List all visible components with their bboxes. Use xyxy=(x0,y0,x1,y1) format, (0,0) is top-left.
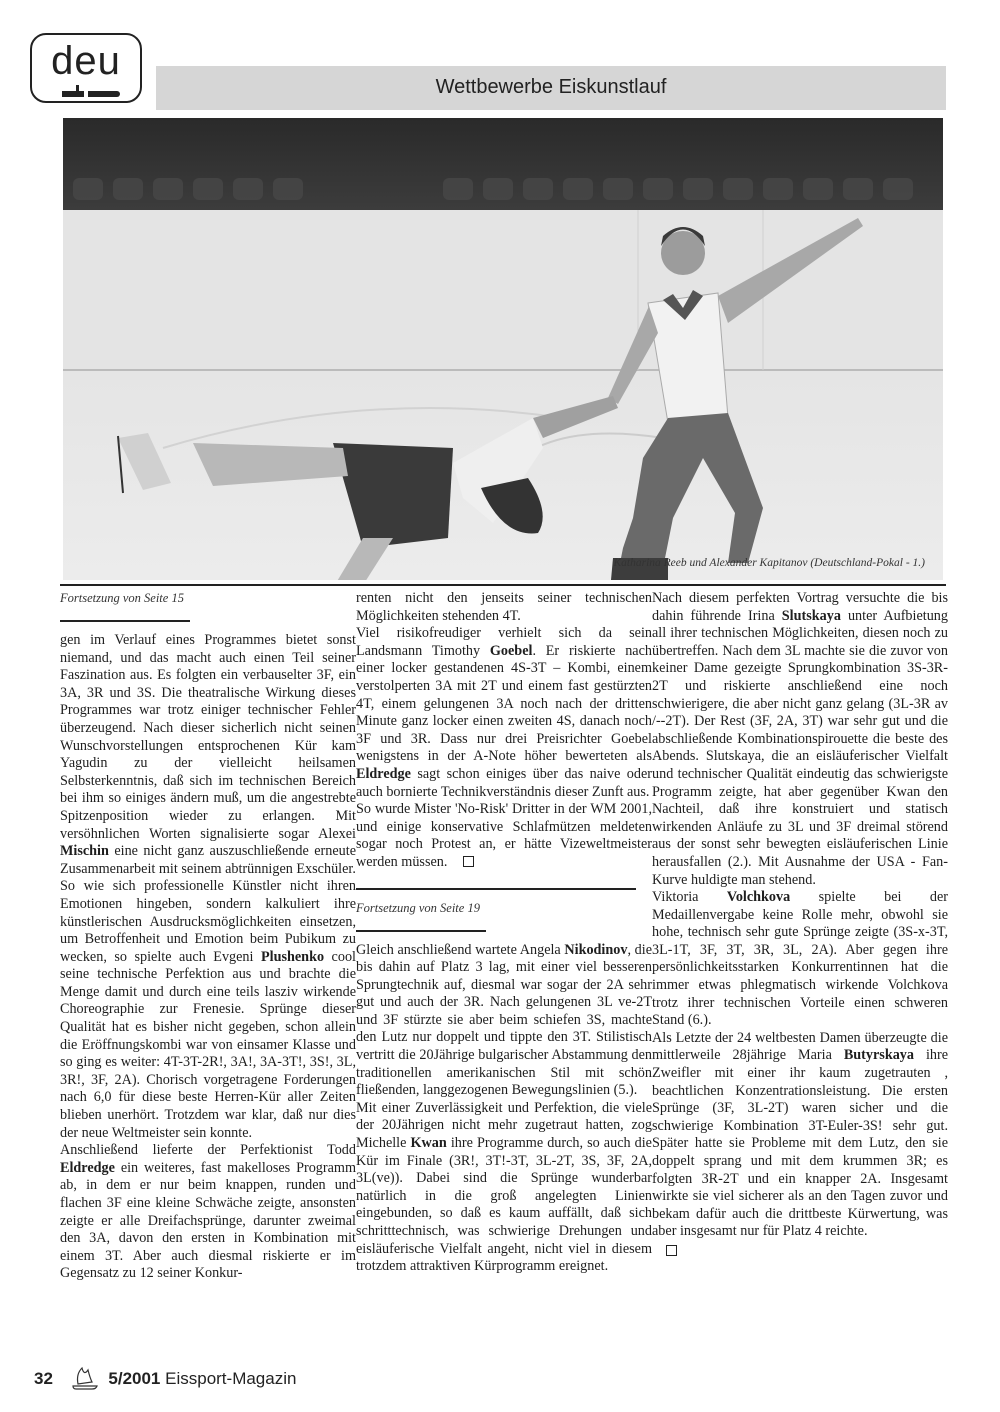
text: Viel risikofreudiger verhielt sich da sein Landsmann Timothy xyxy=(356,625,652,659)
text: ein weiteres, fast makelloses Programm ab, in dem er nur beim knappen, runden und flachen 3F eine kleine Schwäche zeigte, ansonsten zeigte er alle Dreifachsprünge, darunter zweimal den 3A, davon den ersten in Kombination mit einem 3T. Aber auch diesmal riskierte er im Gegensatz zu 12 seiner Konkur- xyxy=(60,1159,356,1282)
text: Viktoria xyxy=(652,889,727,906)
continuation-rule xyxy=(356,930,486,932)
text: unter Aufbietung all ihrer technischen Möglichkeiten, diesen noch zu übertreffen. Nach dem 3L machte sie die zuvor von keiner Dame gezeigte Sprungkombination 3S-3R-2T und riskierte anschließend eine noch schwierigere, die aber nicht ganz gelang (3L-3R av /--2T). Der Rest (3F, 2A, 3T) war sehr gut und die abschließende Kombinationspirouette die beste des Abends. Slutskaya, die an eisläuferischer Vielfalt und technischer Qualität eindeutig das schwierigste Programm zeigte, hat aber gegenüber Kwan den Nachteil, daß ihre konstruiert und statisch wirkenden Anläufe zu 3L und 3F dreimal störend aus der sonst sehr bewegten eisläuferischen Linie herausfallen (2.). Mit Ausnahme der USA - Fan-Kurve huldigte man stehend. xyxy=(652,607,948,888)
text: . Er riskierte nach einer locker gestandenen 4S-3T – Kombi, einem verstolperten 3A mit 2T und einem fast gestürzten 4T, einem gelungenen 3A noch nach der dritten Minute ganz locker einen zweiten 4S, danach noch 3F und 3R. Dass nur drei Preisrichter Goebel wenigstens in der A-Note höher bewerteten als xyxy=(356,642,652,765)
skater-name: Kwan xyxy=(410,1135,447,1152)
paragraph: renten nicht den jenseits seiner technischen Möglichkeiten stehenden 4T. xyxy=(356,590,652,624)
paragraph xyxy=(652,1030,948,1241)
section-divider xyxy=(356,888,636,890)
text: ihre Programme durch, so auch die Kür im Finale (3R!, 3T!-3T, 3L-2T, 3S, 3F, 2A, 3L(ve)). Dabei sind die Sprünge wunderbar natürlich in die groß angelegten Linien eingebunden, so daß es kaum auffällt, daß sich schritttechnisch, was schwierige Drehungen und eisläuferische Vielfalt angeht, nicht viel in diesem trotzdem attraktiven Kürprogramm ereignet. xyxy=(356,1135,652,1275)
continuation-note: Fortsetzung von Seite 15 xyxy=(60,591,184,605)
deu-logo xyxy=(30,33,142,103)
paragraph xyxy=(652,590,948,889)
paragraph xyxy=(356,942,652,1100)
text: gen im Verlauf eines Programmes bietet sonst niemand, und das macht auch einen Teil seiner Faszination aus. Es folgten ein verbauselter 3F, ein 3A, 3R und 3S. Die theatralische Wirkung dieses Programmes war trotz einiger technischer Fehler überzeugend. Nach dieser sicherlich nicht seinen Wunschvorstellungen entsprochenen Kür kam Yagudin zu der vielleicht heilsamen Selbsterkenntnis, daß sich im technischen Bereich bei ihm so einiges ändern muß, um die angestrebte Spitzenposition wieder zu erlangen. Mit versöhnlichen Worten signalisierte sogar Alexei xyxy=(60,632,356,842)
paragraph xyxy=(652,889,948,1030)
text: ihre Zweifler mit einer ihr kaum zugetrauten , beachtlichen Konzentrationsleistung. Die ersten Sprünge (3F, 3L-2T) waren sicher und die schwierige Kombination 3T-Euler-3S! sehr gut. Später hatte sie Probleme mit dem Lutz, den sie doppelt sprang und mit dem krummen 3R; es folgten 3R-2T und ein knapper 2A. Insgesamt wirkte sie viel sicherer als an den Tagen zuvor und bekam dafür auch die drittbeste Kürwertung, was aber insgesamt nur für Platz 4 reichte. xyxy=(652,1047,948,1240)
section-header xyxy=(156,66,946,110)
skater-name: Eldredge xyxy=(60,1159,115,1176)
photo-illustration xyxy=(63,118,943,580)
paragraph xyxy=(356,1100,652,1276)
text: So wurde Mister 'No-Risk' Dritter in der WM 2001, und einige konservative Schlafmützen meldeten sogar noch Protest an, er hätte Vizeweltmeister werden müssen. xyxy=(356,801,652,870)
logo-text: deu xyxy=(51,39,121,83)
skating-photo xyxy=(63,118,943,580)
article-column-1 xyxy=(60,590,356,1283)
magazine-name: Eissport-Magazin xyxy=(165,1369,297,1388)
article-column-2 xyxy=(356,590,652,1276)
text: , die bis dahin auf Platz 3 lag, mit einer viel besseren Sprungtechnik auf, diesmal war sogar der 2A sehr gut und auch der 3R. Nach gelungenen 3L ve-2T und 3F stürzte sie aber beim schiefen 3S, machte den Lutz nur doppelt und tippte den 3T. Stilistisch vertritt die 20Jährige bulgarischer Abstammung den traditionellen amerikanischen Stil mit schön fließenden, langgezogenen Bewegungslinien (5.). xyxy=(356,941,652,1099)
skater-name: Volchkova xyxy=(726,889,791,906)
bird-logo-icon xyxy=(70,1364,100,1390)
text: spielte bei der Medaillenvergabe keine Rolle mehr, obwohl sie hohe, technisch sehr gute Sprünge zeigte (3S-x-3T, 3L-1T, 3F, 3T, 3R, 3L, 2A). Aber gegen ihre persönlichkeitsstarken Konkurrentinnen hat die immer etwas phlegmatisch wirkende Volchkova trotz ihrer technischen Vorteile einen schweren Stand (6.). xyxy=(652,889,949,1029)
text: eine nicht ganz auszuschließende erneute Zusammenarbeit mit seinem abtrünnigen Exschüler. xyxy=(60,843,356,877)
article-column-3 xyxy=(652,590,948,1256)
skater-name: Mischin xyxy=(60,843,109,860)
section-title: Wettbewerbe Eiskunstlauf xyxy=(435,76,667,98)
text: So wie sich professionelle Künstler nicht ihren Emotionen hingeben, sondern kalkuliert ihre künstlerischen Ausdrucksmöglichkeiten einsetzen, um Betroffenheit und Emotion beim Pubikum zu wecken, so spielte auch Evgeni xyxy=(60,878,356,965)
continuation-note: Fortsetzung von Seite 19 xyxy=(356,900,480,915)
text: Als Letzte der 24 weltbesten Damen überzeugte die mittlerweile 28jährige Maria xyxy=(652,1029,948,1064)
rink-boards xyxy=(63,210,943,370)
photo-caption: Katharina Reeb und Alexander Kapitanov (Deutschland-Pokal - 1.) xyxy=(613,557,925,569)
logo-base-left xyxy=(62,91,84,97)
paragraph xyxy=(60,1142,356,1283)
issue-number: 5/2001 xyxy=(108,1369,161,1388)
text: sagt schon einiges über das naive oder auch bornierte Technikverständnis dieser Zunft aus. xyxy=(356,765,652,800)
paragraph xyxy=(60,632,356,878)
paragraph xyxy=(60,878,356,1142)
continuation-rule xyxy=(60,620,190,622)
logo-stem xyxy=(76,85,79,93)
skater-name: Nikodinov xyxy=(564,941,628,958)
skater-name: Eldredge xyxy=(356,765,411,782)
text: Mit einer Zuverlässigkeit und Perfektion, die viele der 20Jährigen nicht mehr zugetraut hatten, zog Michelle xyxy=(356,1099,652,1152)
seat-rows xyxy=(73,178,913,200)
square-end-icon xyxy=(666,1245,677,1256)
square-end-icon xyxy=(463,856,474,867)
text: Gleich anschließend wartete Angela xyxy=(356,941,565,958)
logo-base-right xyxy=(88,91,120,97)
paragraph xyxy=(356,625,652,801)
paragraph xyxy=(356,801,652,871)
text: Anschließend lieferte der Perfektionist Todd xyxy=(60,1142,356,1159)
skater-name: Butyrskaya xyxy=(843,1047,914,1064)
skater-name: Goebel xyxy=(489,642,533,659)
page-number: 32 xyxy=(34,1369,53,1388)
page-footer xyxy=(34,1364,296,1390)
skater-name: Plushenko xyxy=(260,948,325,965)
text: Nach diesem perfekten Vortrag versuchte die bis dahin führende Irina xyxy=(652,590,948,624)
text: cool seine technische Perfektion aus und brachte die Menge damit und durch eine teils lasziv wirkende Choreographie zur Frenesie. Sprünge dieser Qualität hat es bisher nicht gegeben, schon allein die Eröffnungskombi war von einsamer Klasse und so ging es weiter: 4T-3T-2R!, 3A!, 3A-3T!, 3S!, 3L, 3R!, 3F, 2A). Chorisch vorgetragene Forderungen nach 6,0 für diese beste Herren-Kür aller Zeiten blieben unerhört. Trotzdem war klar, daß nur dies der neue Weltmeister sein konnte. xyxy=(60,948,356,1141)
skater-name: Slutskaya xyxy=(781,607,841,624)
top-divider xyxy=(60,584,946,586)
